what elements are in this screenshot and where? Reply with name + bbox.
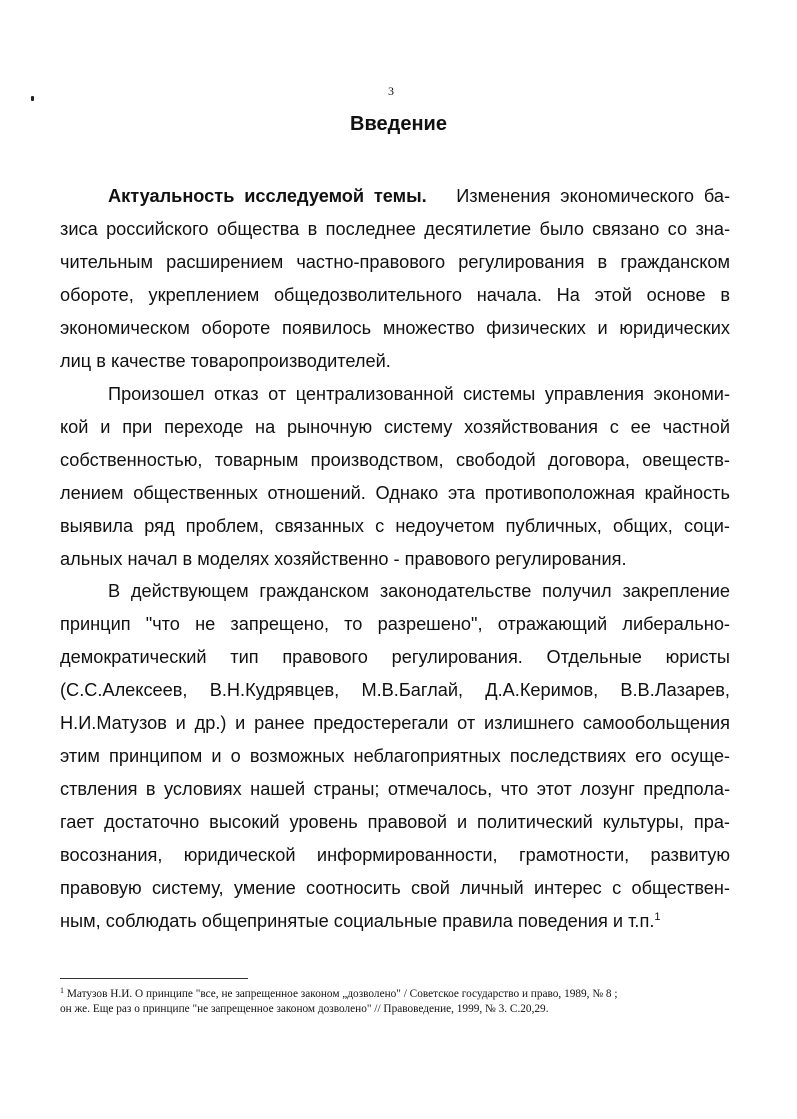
paragraph-3-line-4: (С.С.Алексеев, В.Н.Кудрявцев, М.В.Баглай, Д.А.Керимов, В.В.Лазарев, xyxy=(60,680,730,700)
paragraph-3-line-7: ствления в условиях нашей страны; отмечалось, что этот лозунг предпола- xyxy=(60,779,730,799)
paragraph-3-line-11: ным, соблюдать общепринятые социальные правила поведения и т.п.$^1$ xyxy=(60,911,661,931)
paragraph-2-line-5: выявила ряд проблем, связанных с недоучетом публичных, общих, соци- xyxy=(60,516,730,536)
paragraph-1-line-5: экономическом обороте появилось множество физических и юридических xyxy=(60,318,730,338)
paragraph-2-line-4: лением общественных отношений. Однако эта противоположная крайность xyxy=(60,483,730,503)
paragraph-2-line-1: Произошел отказ от централизованной системы управления экономи- xyxy=(108,384,730,404)
paragraph-1-line-6: лиц в качестве товаропроизводителей. xyxy=(60,351,391,371)
paragraph-1-line-2: зиса российского общества в последнее десятилетие было связано со зна- xyxy=(60,219,730,239)
footnote-divider xyxy=(60,978,248,979)
paragraph-3-line-6: этим принципом и о возможных неблагоприятных последствиях его осуще- xyxy=(60,746,730,766)
paragraph-3-line-8: гает достаточно высокий уровень правовой и политический культуры, пра- xyxy=(60,812,730,832)
paragraph-3-line-1: В действующем гражданском законодательстве получил закрепление xyxy=(108,581,730,601)
paragraph-3-line-3: демократический тип правового регулирования. Отдельные юристы xyxy=(60,647,730,667)
paragraph-2-line-2: кой и при переходе на рыночную систему хозяйствования с ее частной xyxy=(60,417,730,437)
paragraph-3-line-10: правовую систему, умение соотносить свой личный интерес с обществен- xyxy=(60,878,730,898)
paragraph-3-line-2: принцип "что не запрещено, то разрешено", отражающий либерально- xyxy=(60,614,730,634)
footnote-reference[interactable]: 1 xyxy=(654,911,661,923)
paragraph-1-line-1: Актуальность исследуемой темы. Изменения экономического ба- xyxy=(108,186,730,206)
footnote-line-2: он же. Еще раз о принципе "не запрещенное законом дозволено" // Правоведение, 1999, № 3. С.20,29. xyxy=(60,1003,549,1015)
section-lead: Актуальность исследуемой темы. xyxy=(108,186,427,206)
paragraph-2-line-3: собственностью, товарным производством, свободой договора, овеществ- xyxy=(60,450,730,470)
footnote-mark: 1 xyxy=(60,986,64,995)
paragraph-1-line-3: чительным расширением частно-правового регулирования в гражданском xyxy=(60,252,730,272)
scan-artifact xyxy=(31,96,34,101)
paragraph-3-line-5: Н.И.Матузов и др.) и ранее предостерегали от излишнего самообольщения xyxy=(60,713,730,733)
paragraph-3-line-9: восознания, юридической информированности, грамотности, развитую xyxy=(60,845,730,865)
page-title: Введение xyxy=(350,113,447,135)
paragraph-1-line-4: обороте, укреплением общедозволительного начала. На этой основе в xyxy=(60,285,730,305)
footnote-line-1: $^1$ Матузов Н.И. О принципе "все, не запрещенное законом „дозволено" / Советское государство и право, 1989, № 8 ; xyxy=(60,986,618,1000)
page-number: 3 xyxy=(388,84,394,98)
paragraph-2-line-6: альных начал в моделях хозяйственно - правового регулирования. xyxy=(60,549,627,569)
